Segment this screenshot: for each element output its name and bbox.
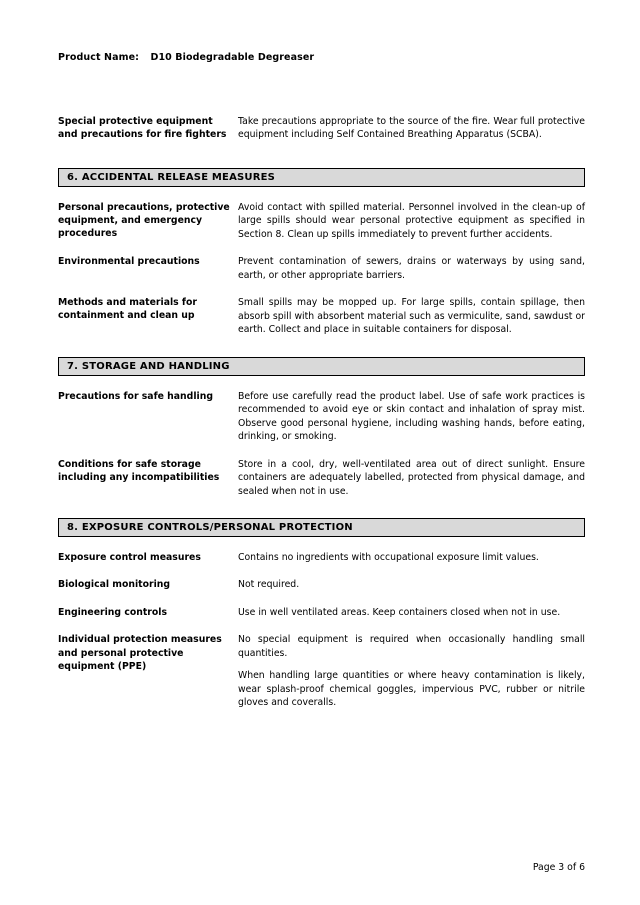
section-heading-8: 8. EXPOSURE CONTROLS/PERSONAL PROTECTION — [58, 518, 585, 537]
row-environmental-precautions — [58, 255, 585, 282]
row-label: Exposure control measures — [58, 551, 201, 563]
row-body: Before use carefully read the product label. Use of safe work practices is recommended to avoid eye or skin contact and inhalation of spray mist. Observe good personal hygiene, including washing hands, before eating, drinking, or smoking. — [238, 390, 585, 443]
row-safe-handling — [58, 390, 585, 444]
row-fire-fighter-equipment — [58, 115, 585, 142]
row-body: Small spills may be mopped up. For large spills, contain spillage, then absorb spill with absorbent material such as vermiculite, sand, sawdust or earth. Collect and place in suitable containers for disposal. — [238, 297, 585, 336]
row-body: Avoid contact with spilled material. Personnel involved in the clean-up of large spills should wear personal protective equipment as specified in Section 8. Clean up spills immediately to prevent further accidents. — [238, 201, 585, 240]
row-exposure-control-measures — [58, 551, 585, 564]
row-label: Biological monitoring — [58, 579, 171, 591]
section-heading-6: 6. ACCIDENTAL RELEASE MEASURES — [58, 168, 585, 187]
row-body: Not required. — [238, 579, 300, 591]
row-engineering-controls — [58, 606, 585, 619]
row-label: Engineering controls — [58, 606, 167, 618]
row-body: Use in well ventilated areas. Keep containers closed when not in use. — [238, 606, 561, 618]
product-name-value: D10 Biodegradable Degreaser — [150, 52, 315, 63]
row-label: Environmental precautions — [58, 256, 200, 268]
row-body — [238, 633, 585, 709]
row-body: Prevent contamination of sewers, drains or waterways by using sand, earth, or other appropriate barriers. — [238, 256, 585, 281]
row-label: Precautions for safe handling — [58, 390, 213, 402]
section-heading-7: 7. STORAGE AND HANDLING — [58, 357, 585, 376]
product-name-header — [58, 52, 585, 63]
row-personal-precautions — [58, 201, 585, 241]
page-number: Page 3 of 6 — [532, 862, 585, 873]
row-body: Store in a cool, dry, well-ventilated area out of direct sunlight. Ensure containers are adequately labelled, protected from physical damage, and sealed when not in use. — [238, 458, 585, 497]
product-name-label: Product Name: — [58, 52, 140, 63]
row-label: Personal precautions, protective equipment, and emergency procedures — [58, 201, 230, 240]
row-body-paragraph: No special equipment is required when occasionally handling small quantities. — [238, 634, 585, 659]
row-individual-protection-ppe — [58, 633, 585, 709]
row-containment-cleanup — [58, 296, 585, 336]
row-label: Methods and materials for containment and clean up — [58, 297, 197, 322]
row-biological-monitoring — [58, 578, 585, 591]
row-safe-storage — [58, 458, 585, 498]
row-label: Individual protection measures and personal protective equipment (PPE) — [58, 634, 222, 672]
row-body: Contains no ingredients with occupational exposure limit values. — [238, 551, 539, 563]
row-label: Conditions for safe storage including any incompatibilities — [58, 458, 220, 483]
row-body-paragraph: When handling large quantities or where heavy contamination is likely, wear splash-proof chemical goggles, impervious PVC, rubber or nitrile gloves and coveralls. — [238, 670, 585, 709]
row-body: Take precautions appropriate to the source of the fire. Wear full protective equipment including Self Contained Breathing Apparatus (SCBA). — [238, 116, 585, 141]
row-label: Special protective equipment and precautions for fire fighters — [58, 116, 227, 141]
page-footer — [58, 862, 585, 873]
